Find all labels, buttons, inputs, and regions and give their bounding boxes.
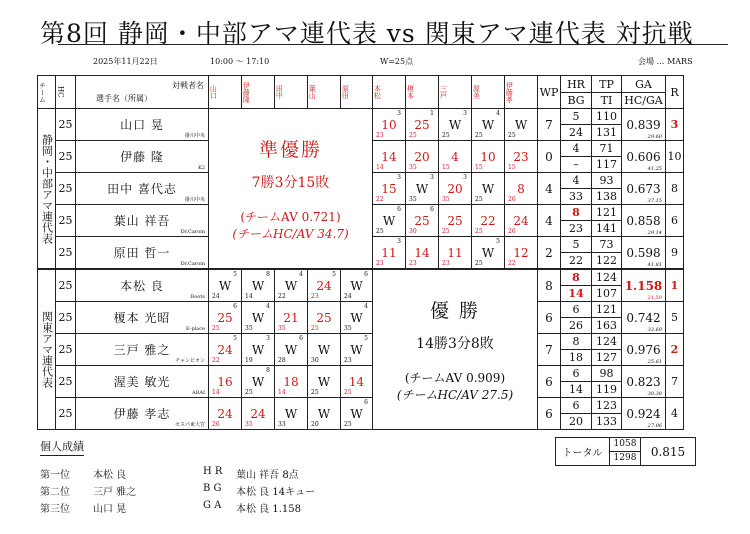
player-hc: 25: [56, 334, 76, 366]
player-hrbg: 6 14: [561, 366, 592, 398]
opp-b-3: 渥美: [472, 85, 481, 99]
match-cell: 24 26: [209, 398, 242, 430]
player-affiliation: Roots: [190, 294, 205, 300]
match-score: W: [251, 278, 265, 293]
player-affiliation: ARAI: [192, 390, 205, 396]
player-affiliation: チャンピオン: [175, 358, 205, 364]
hdr-team: チーム: [38, 81, 47, 103]
hdr-hc: HC: [56, 86, 65, 98]
match-score: W: [317, 374, 331, 389]
player-affiliation: 掛川中央: [184, 133, 205, 139]
teamA-section: [38, 109, 684, 270]
match-score: 24: [316, 278, 332, 293]
player-tpti: 124 127: [592, 334, 622, 366]
title-underline: [58, 44, 728, 45]
summary-key: H R: [203, 466, 223, 477]
player-rank: 2: [666, 334, 684, 366]
match-score: W: [481, 117, 495, 132]
player-rank: 6: [666, 205, 684, 237]
match-score: W: [251, 374, 265, 389]
match-score: W: [382, 213, 396, 228]
summary-name: 山口 晃: [93, 504, 127, 515]
total-tp: 1058: [610, 438, 640, 452]
match-score: 25: [414, 117, 430, 132]
match-score: W: [350, 342, 363, 357]
player-affiliation: E-place: [186, 326, 205, 332]
match-score: W: [317, 406, 331, 421]
hdr-player: 選手名（所属）: [96, 94, 152, 103]
opp-b-1: 榎本: [406, 85, 415, 99]
player-ga: 0.858 29.14: [622, 205, 666, 237]
match-score: 25: [217, 310, 233, 325]
summary-heading: 個人成績: [40, 438, 84, 456]
match-score: W: [415, 181, 429, 196]
hdr-r: R: [666, 76, 684, 109]
player-hc: 25: [56, 269, 76, 302]
player-affiliation: セスパ東大宮: [174, 422, 205, 428]
teamB-row: [38, 302, 684, 334]
opp-b-2: 三戸: [439, 85, 448, 99]
match-cell: 5 24 23: [308, 269, 341, 302]
player-tpti: 124 107: [592, 269, 622, 302]
player-tpti: 123 133: [592, 398, 622, 430]
hdr-tpti: TP TI: [592, 76, 622, 109]
header-row: [38, 76, 684, 109]
results-table: [37, 75, 684, 430]
match-cell: 1 25 25: [406, 109, 439, 141]
player-affiliation: Dr.Carom: [180, 229, 205, 235]
match-score: W: [350, 278, 363, 293]
match-cell: W 20: [308, 398, 341, 430]
match-cell: 6 W 25: [373, 205, 406, 237]
match-cell: 6 25 25: [209, 302, 242, 334]
match-cell: 5 W 23: [341, 334, 373, 366]
match-cell: 21 35: [275, 302, 308, 334]
player-hc: 25: [56, 205, 76, 237]
player-wp: 7: [538, 334, 561, 366]
match-cell: 5 W 24: [209, 269, 242, 302]
player-name-cell: [76, 237, 209, 270]
match-score: 14: [414, 245, 430, 260]
player-name: 伊藤 孝志: [113, 407, 171, 421]
summary-rank: 第三位: [40, 504, 70, 515]
player-wp: 6: [538, 302, 561, 334]
player-hrbg: 5 24: [561, 109, 592, 141]
player-rank: 5: [666, 302, 684, 334]
summary-rank: 第二位: [40, 487, 70, 498]
match-cell: 3 W 35: [406, 173, 439, 205]
player-hc: 25: [56, 173, 76, 205]
player-wp: 2: [538, 237, 561, 270]
match-cell: 25 25: [308, 302, 341, 334]
match-cell: 8 W 25: [242, 366, 275, 398]
match-cell: W 25: [505, 109, 538, 141]
match-score: 25: [414, 213, 430, 228]
player-name-cell: [76, 205, 209, 237]
opp-b-4: 伊藤孝: [505, 81, 514, 103]
player-name-cell: [76, 269, 209, 302]
player-hrbg: 8 18: [561, 334, 592, 366]
match-cell: 6 25 30: [406, 205, 439, 237]
match-cell: 20 35: [406, 141, 439, 173]
match-cell: 3 20 35: [439, 173, 472, 205]
summary-rank: 第一位: [40, 470, 70, 481]
player-hrbg: 8 23: [561, 205, 592, 237]
teamB-row: [38, 269, 684, 302]
match-cell: 4 W 35: [242, 302, 275, 334]
match-cell: W 25: [308, 366, 341, 398]
player-name-cell: [76, 109, 209, 141]
player-tpti: 121 163: [592, 302, 622, 334]
match-cell: 18 14: [275, 366, 308, 398]
player-hrbg: 6 20: [561, 398, 592, 430]
player-hc: 25: [56, 302, 76, 334]
match-cell: 8 W 14: [242, 269, 275, 302]
hdr-names: [76, 76, 209, 109]
player-name: 原田 哲一: [113, 246, 171, 260]
match-score: 20: [447, 181, 463, 196]
match-cell: 3 10 23: [373, 109, 406, 141]
player-affiliation: Dr.Carom: [180, 261, 205, 267]
match-score: W: [448, 117, 462, 132]
hdr-opp: 対戦者名: [172, 81, 204, 90]
venue: 会場 … MARS: [638, 57, 693, 66]
total-label: トータル: [556, 438, 610, 465]
player-name: 榎本 光昭: [113, 311, 171, 325]
total-ga: 0.815: [650, 444, 686, 459]
hdr-hrbg: HR BG: [561, 76, 592, 109]
player-name: 山口 晃: [120, 118, 164, 132]
player-wp: 4: [538, 173, 561, 205]
match-cell: 6 W 25: [341, 398, 373, 430]
teamA-result-block: [209, 109, 373, 270]
match-cell: 6 W 28: [275, 334, 308, 366]
match-score: 22: [480, 213, 496, 228]
player-hrbg: 4 33: [561, 173, 592, 205]
page-title: 第8回 静岡・中部アマ連代表 vs 関東アマ連代表 対抗戦: [40, 19, 694, 48]
match-cell: 8 26: [505, 173, 538, 205]
player-wp: 0: [538, 141, 561, 173]
player-ga: 0.976 25.61: [622, 334, 666, 366]
match-score: 18: [283, 374, 299, 389]
player-tpti: 110 131: [592, 109, 622, 141]
match-score: W: [251, 310, 265, 325]
teamA-record: 7勝3分15敗: [251, 175, 330, 191]
total-box: [555, 437, 696, 466]
summary-value: 本松 良 1.158: [236, 504, 301, 515]
player-wp: 4: [538, 205, 561, 237]
match-score: 14: [348, 374, 365, 389]
opp-a-4: 原田: [341, 85, 350, 99]
teamB-av: (チームAV 0.909): [404, 371, 506, 385]
teamB-section: [38, 269, 684, 430]
win-score: W=25点: [380, 57, 414, 66]
teamB-name: 関東アマ連代表: [40, 311, 54, 388]
opp-b-0: 本松: [373, 85, 382, 99]
opp-a-1: 伊藤隆: [242, 81, 251, 103]
player-rank: 10: [666, 141, 684, 173]
total-ti: 1298: [613, 453, 637, 463]
player-tpti: 121 141: [592, 205, 622, 237]
match-score: W: [481, 245, 495, 260]
player-tpti: 98 119: [592, 366, 622, 398]
player-name: 田中 喜代志: [107, 182, 177, 196]
summary-name: 本松 良: [93, 470, 127, 481]
match-score: W: [350, 310, 363, 325]
teamA-name: 静岡・中部アマ連代表: [40, 133, 54, 244]
player-tpti: 71 117: [592, 141, 622, 173]
player-hc: 25: [56, 237, 76, 270]
player-rank: 1: [666, 269, 684, 302]
match-score: 24: [250, 406, 266, 421]
player-ga: 0.742 33.69: [622, 302, 666, 334]
match-cell: 3 W 25: [439, 109, 472, 141]
player-hrbg: 5 22: [561, 237, 592, 270]
match-score: 25: [447, 213, 463, 228]
teamA-av: (チームAV 0.721): [240, 210, 341, 224]
match-cell: 14 14: [373, 141, 406, 173]
match-cell: W 30: [308, 334, 341, 366]
teamB-result-block: [373, 269, 538, 430]
player-name-cell: [76, 173, 209, 205]
player-name-cell: [76, 334, 209, 366]
opp-a-2: 田中: [275, 85, 284, 99]
match-cell: 22 25: [472, 205, 505, 237]
match-score: W: [514, 117, 528, 132]
player-wp: 6: [538, 398, 561, 430]
match-cell: 24 35: [242, 398, 275, 430]
summary-key: G A: [203, 500, 222, 511]
summary-name: 三戸 雅之: [93, 487, 137, 498]
match-score: W: [481, 181, 495, 196]
teamA-row: [38, 109, 684, 141]
player-name-cell: [76, 366, 209, 398]
match-score: W: [350, 406, 363, 421]
event-date: 2025年11月22日: [93, 57, 158, 66]
match-cell: 24 26: [505, 205, 538, 237]
match-score: 16: [217, 374, 233, 389]
match-score: W: [218, 278, 232, 293]
player-ga: 1.158 21.59: [622, 269, 666, 302]
match-cell: 4 W 35: [341, 302, 373, 334]
match-score: 11: [447, 245, 463, 260]
match-cell: W 33: [275, 398, 308, 430]
player-ga: 0.673 37.15: [622, 173, 666, 205]
teamB-hcav: (チームHC/AV 27.5): [396, 388, 514, 402]
opp-a-3: 葉山: [308, 85, 317, 99]
match-score: W: [284, 342, 298, 357]
player-ga: 0.606 41.25: [622, 141, 666, 173]
teamA-place: 準優勝: [258, 139, 322, 161]
player-name: 三戸 雅之: [113, 343, 171, 357]
player-ga: 0.598 41.81: [622, 237, 666, 270]
player-ga: 0.823 30.38: [622, 366, 666, 398]
player-wp: 8: [538, 269, 561, 302]
player-wp: 6: [538, 366, 561, 398]
player-rank: 4: [666, 398, 684, 430]
player-tpti: 73 122: [592, 237, 622, 270]
match-cell: 5 W 25: [472, 237, 505, 270]
match-score: 11: [381, 245, 397, 260]
player-hc: 25: [56, 109, 76, 141]
match-score: 23: [513, 149, 529, 164]
player-hrbg: 8 14: [561, 269, 592, 302]
player-rank: 3: [666, 109, 684, 141]
match-cell: 3 W 19: [242, 334, 275, 366]
match-score: 15: [381, 181, 397, 196]
player-affiliation: K2: [198, 165, 205, 171]
match-cell: 4 W 25: [472, 109, 505, 141]
match-score: 24: [217, 406, 233, 421]
match-score: 20: [414, 149, 430, 164]
match-cell: 14 25: [341, 366, 373, 398]
player-hc: 25: [56, 141, 76, 173]
teamB-row: [38, 334, 684, 366]
match-score: 10: [480, 149, 496, 164]
match-cell: 11 23: [439, 237, 472, 270]
match-score: 14: [381, 149, 397, 164]
player-name: 葉山 祥吾: [113, 214, 171, 228]
match-cell: 23 15: [505, 141, 538, 173]
match-cell: 10 15: [472, 141, 505, 173]
player-hc: 25: [56, 366, 76, 398]
player-ga: 0.839 29.60: [622, 109, 666, 141]
teamB-place: 優 勝: [429, 300, 481, 322]
player-ga: 0.924 27.06: [622, 398, 666, 430]
player-affiliation: 掛川中央: [184, 197, 205, 203]
player-rank: 9: [666, 237, 684, 270]
player-tpti: 93 138: [592, 173, 622, 205]
opp-a-0: 山口: [209, 85, 218, 99]
player-rank: 7: [666, 366, 684, 398]
match-score: 24: [217, 342, 233, 357]
player-name: 伊藤 隆: [120, 150, 164, 164]
match-cell: 14 23: [406, 237, 439, 270]
match-cell: 25 25: [439, 205, 472, 237]
match-score: 21: [283, 310, 299, 325]
match-score: W: [317, 342, 331, 357]
player-wp: 7: [538, 109, 561, 141]
hdr-wp: WP: [538, 76, 561, 109]
player-rank: 8: [666, 173, 684, 205]
match-score: W: [284, 406, 298, 421]
match-cell: 12 22: [505, 237, 538, 270]
summary-value: 本松 良 14キュー: [236, 487, 316, 498]
event-time: 10:00 〜 17:10: [210, 57, 270, 66]
hdr-ga: GA HC/GA: [622, 76, 666, 109]
teamB-row: [38, 366, 684, 398]
player-name-cell: [76, 302, 209, 334]
summary-value: 葉山 祥吾 8点: [236, 470, 299, 481]
match-score: 8: [517, 181, 525, 196]
match-score: W: [251, 342, 265, 357]
player-hc: 25: [56, 398, 76, 430]
player-name-cell: [76, 398, 209, 430]
player-name: 本松 良: [120, 279, 164, 293]
match-cell: 6 W 24: [341, 269, 373, 302]
teamA-hcav: (チームHC/AV 34.7): [232, 227, 349, 241]
match-cell: 16 14: [209, 366, 242, 398]
match-score: 10: [381, 117, 397, 132]
match-score: 24: [513, 213, 529, 228]
match-cell: 3 11 23: [373, 237, 406, 270]
match-cell: 3 15 22: [373, 173, 406, 205]
match-score: 12: [513, 245, 529, 260]
summary-key: B G: [203, 483, 222, 494]
match-cell: 5 24 22: [209, 334, 242, 366]
match-cell: 4 15: [439, 141, 472, 173]
match-score: 4: [451, 149, 459, 164]
teamB-record: 14勝3分8敗: [416, 336, 494, 352]
player-name: 渥美 敏光: [113, 375, 171, 389]
match-cell: W 25: [472, 173, 505, 205]
teamB-row: [38, 398, 684, 430]
player-hrbg: 6 26: [561, 302, 592, 334]
match-score: 25: [316, 310, 332, 325]
player-hrbg: 4 –: [561, 141, 592, 173]
match-cell: 4 W 22: [275, 269, 308, 302]
match-score: W: [284, 278, 298, 293]
player-name-cell: [76, 141, 209, 173]
